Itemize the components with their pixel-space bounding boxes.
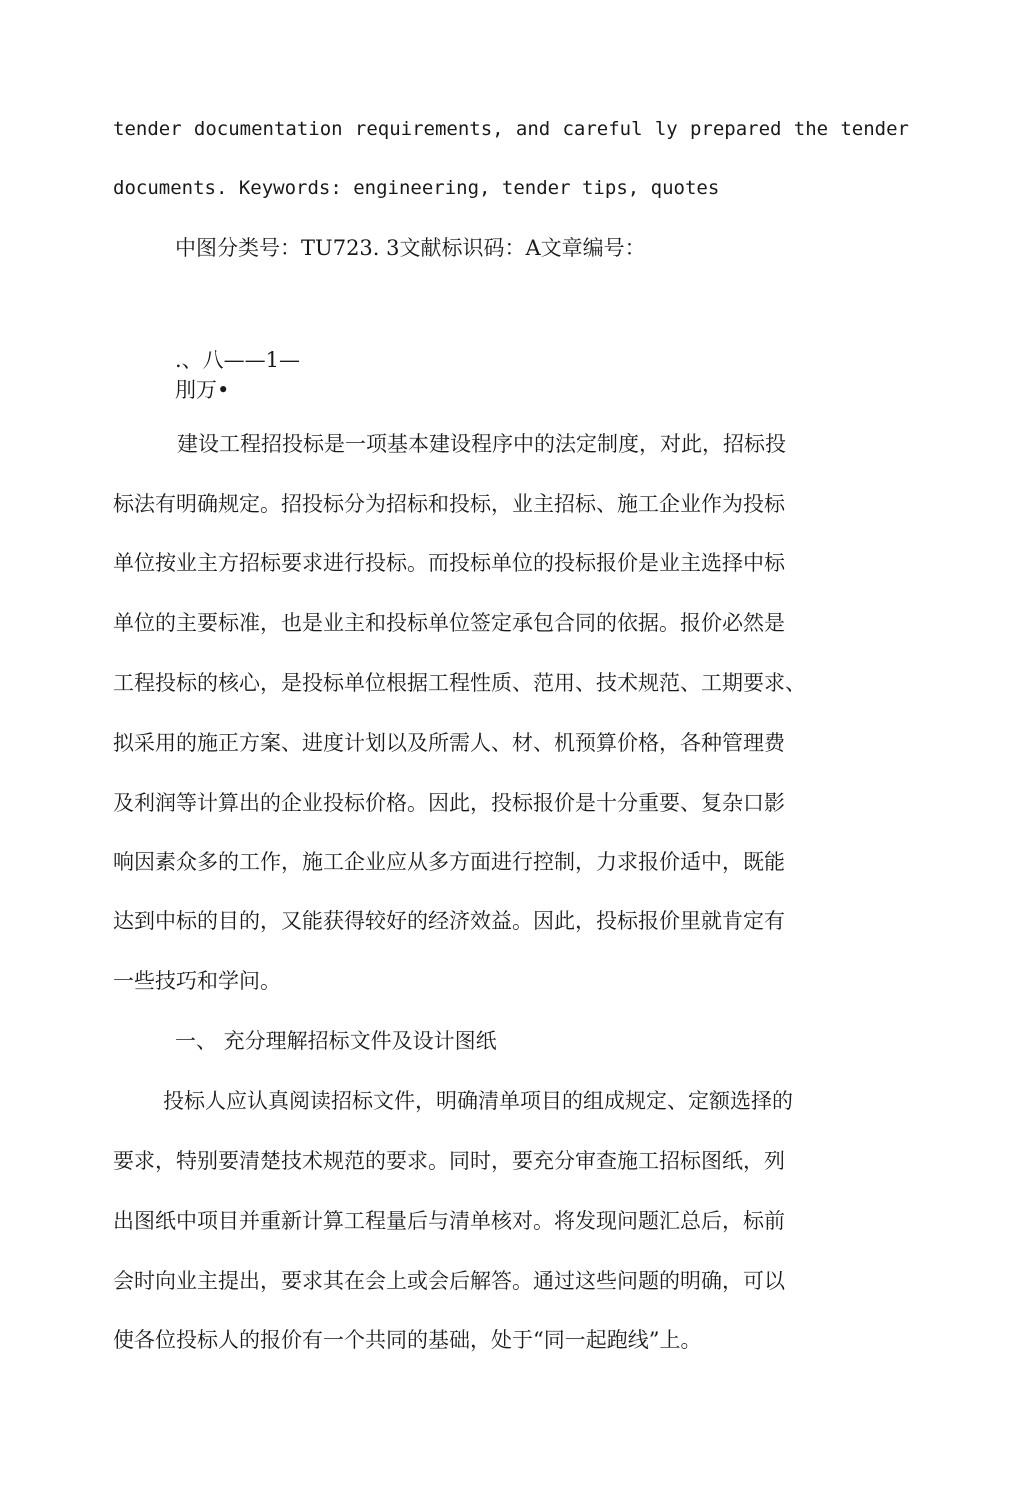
paragraph-line: 单位按业主方招标要求进行投标。而投标单位的投标报价是业主选择中标	[113, 551, 785, 575]
abstract-word: requirements,	[354, 118, 504, 140]
paragraph-line: 要求，特别要清楚技术规范的要求。同时，要充分审查施工招标图纸，列	[113, 1149, 785, 1173]
section-heading: 一、 充分理解招标文件及设计图纸	[175, 1029, 497, 1053]
abstract-word: and	[515, 118, 551, 140]
paragraph-line: 达到中标的目的，又能获得较好的经济效益。因此，投标报价里就肯定有	[113, 909, 785, 933]
abstract-line-2: documents. Keywords: engineering, tender tips, quotes	[113, 177, 720, 199]
paragraph-line: 出图纸中项目并重新计算工程量后与清单核对。将发现问题汇总后，标前	[113, 1209, 785, 1233]
garbled-heading-line-1: .、八——1—	[175, 348, 301, 372]
paragraph-line: 标法有明确规定。招投标分为招标和投标，业主招标、施工企业作为投标	[113, 492, 785, 516]
paragraph-line: 一些技巧和学问。	[113, 969, 281, 993]
paragraph-line: 及利润等计算出的企业投标价格。因此，投标报价是十分重要、复杂口影	[113, 791, 785, 815]
abstract-word: the	[793, 118, 829, 140]
paragraph-line: 拟采用的施正方案、进度计划以及所需人、材、机预算价格，各种管理费	[113, 731, 785, 755]
classification-line: 中图分类号：TU723. 3文献标识码：A文章编号：	[175, 236, 646, 260]
paragraph-line: 投标人应认真阅读招标文件，明确清单项目的组成规定、定额选择的	[163, 1089, 793, 1113]
abstract-word: tender	[840, 118, 909, 140]
paragraph-line: 会时向业主提出，要求其在会上或会后解答。通过这些问题的明确，可以	[113, 1269, 785, 1293]
abstract-word: careful	[562, 118, 643, 140]
abstract-word: tender	[113, 118, 182, 140]
abstract-word: prepared	[689, 118, 782, 140]
abstract-word: ly	[654, 118, 678, 140]
paragraph-line: 建设工程招投标是一项基本建设程序中的法定制度，对此，招标投	[177, 432, 786, 456]
abstract-word: documentation	[193, 118, 343, 140]
paragraph-line: 单位的主要标准，也是业主和投标单位签定承包合同的依据。报价必然是	[113, 611, 785, 635]
paragraph-line: 工程投标的核心，是投标单位根据工程性质、范用、技术规范、工期要求、	[113, 671, 806, 695]
paragraph-line: 使各位投标人的报价有一个共同的基础，处于“同一起跑线”上。	[113, 1328, 702, 1352]
paragraph-line: 响因素众多的工作，施工企业应从多方面进行控制，力求报价适中，既能	[113, 850, 785, 874]
garbled-heading-line-2: 刖万•	[175, 378, 230, 402]
abstract-line-1	[113, 116, 909, 142]
